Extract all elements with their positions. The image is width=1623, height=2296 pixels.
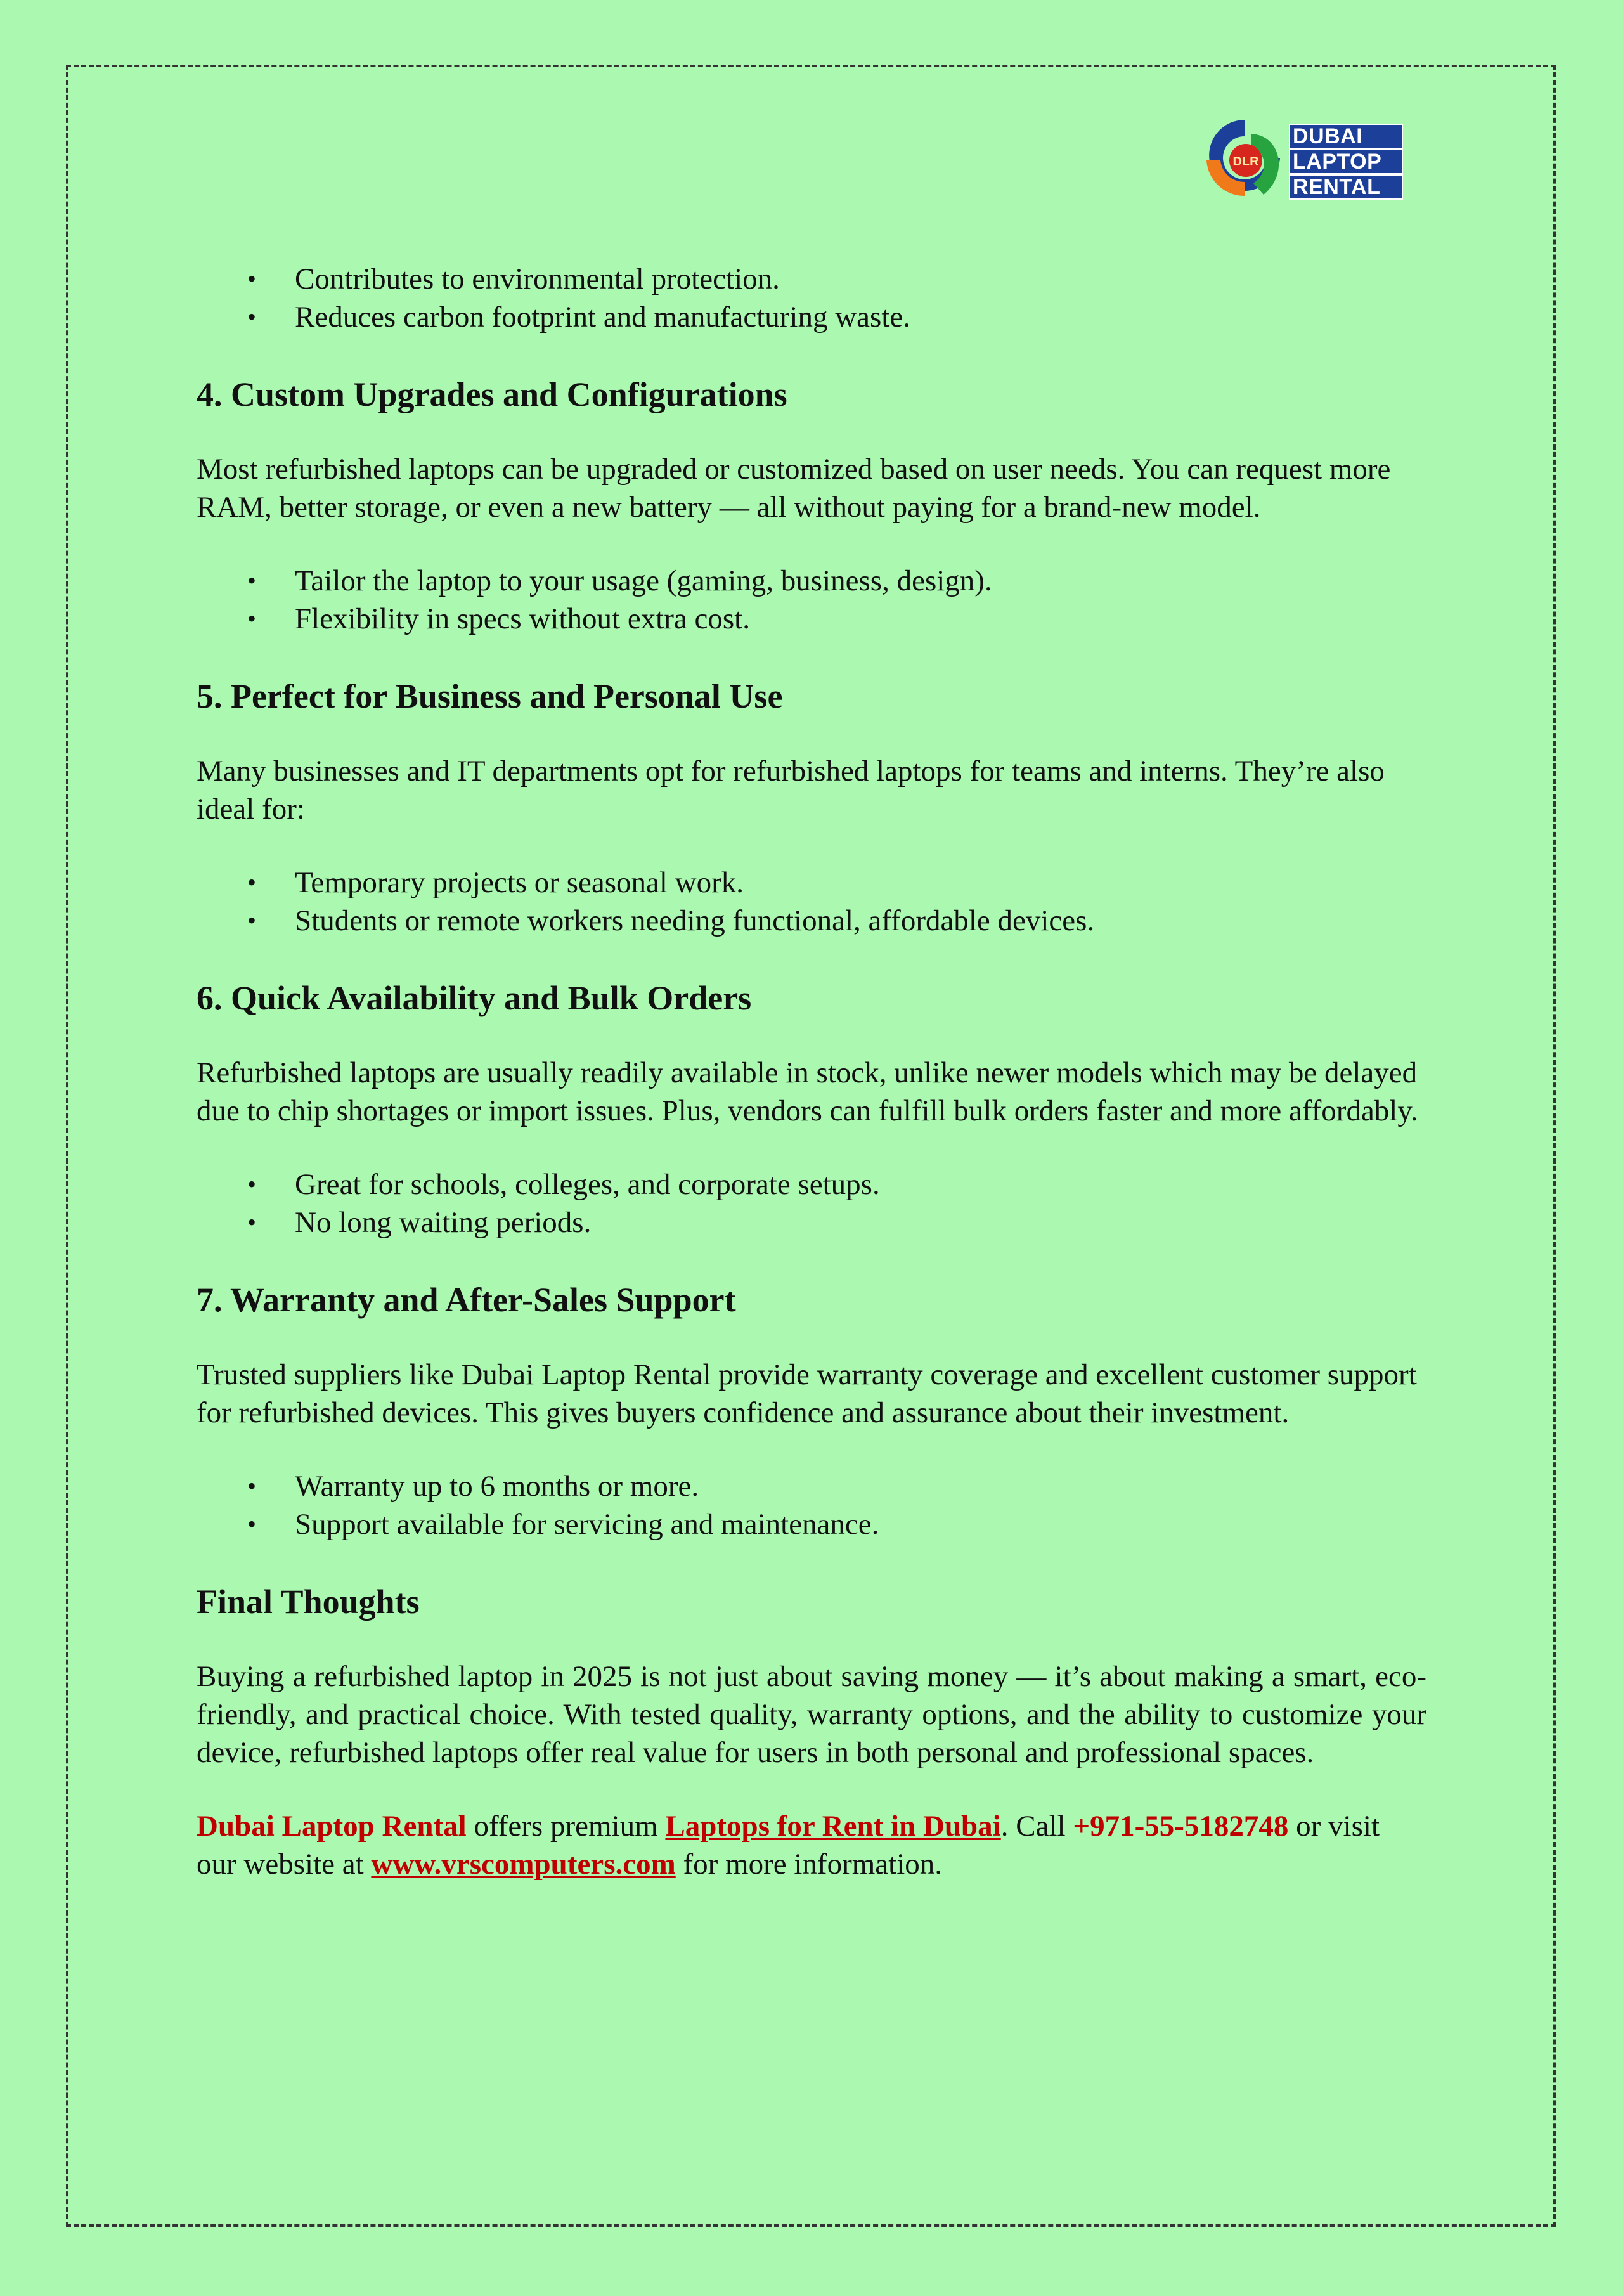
list-item: • Tailor the laptop to your usage (gaming, business, design).: [197, 562, 1426, 600]
logo-badge-text: DLR: [1232, 155, 1259, 169]
list-item: • No long waiting periods.: [197, 1203, 1426, 1242]
cta-text-1: offers premium: [466, 1810, 666, 1843]
section-heading-4: 4. Custom Upgrades and Configurations: [197, 375, 787, 413]
section-paragraph-6: Refurbished laptops are usually readily available in stock, unlike newer models which may be delayed due to chip shortages or import issues. Plus, vendors can fulfill bulk orders faster and more affordably.: [197, 1056, 1418, 1127]
section-heading-6: 6. Quick Availability and Bulk Orders: [197, 979, 752, 1017]
list-item: • Students or remote workers needing functional, affordable devices.: [197, 902, 1426, 940]
section-heading-5: 5. Perfect for Business and Personal Use: [197, 677, 783, 715]
section-bullet-list-7: [197, 1467, 1426, 1543]
list-item: • Great for schools, colleges, and corporate setups.: [197, 1165, 1426, 1203]
document-body: [197, 260, 1426, 1883]
section-paragraph-5: Many businesses and IT departments opt for refurbished laptops for teams and interns. They’re also ideal for:: [197, 755, 1385, 826]
cta-text-2: . Call: [1000, 1810, 1073, 1843]
section-paragraph-7: Trusted suppliers like Dubai Laptop Rental provide warranty coverage and excellent customer support for refurbished devices. This gives buyers confidence and assurance about their investment.: [197, 1358, 1417, 1429]
intro-bullet-list: [197, 260, 1426, 336]
list-item: • Flexibility in specs without extra cost.: [197, 600, 1426, 638]
dlr-emblem-icon: [1200, 116, 1289, 200]
logo-line-2: LAPTOP: [1289, 149, 1403, 174]
section-paragraph-4: Most refurbished laptops can be upgraded or customized based on user needs. You can request more RAM, better storage, or even a new battery — all without paying for a brand-new model.: [197, 453, 1391, 524]
final-thoughts-paragraph: Buying a refurbished laptop in 2025 is not just about saving money — it’s about making a smart, eco-friendly, and practical choice. With tested quality, warranty options, and the ability to customize your device, refurbished laptops offer real value for users in both personal and professional spaces.: [197, 1660, 1426, 1769]
logo-wordmark: [1289, 124, 1403, 199]
list-item: • Temporary projects or seasonal work.: [197, 864, 1426, 902]
section-bullet-list-4: [197, 562, 1426, 638]
list-item: • Contributes to environmental protection.: [197, 260, 1426, 298]
list-item: • Reduces carbon footprint and manufacturing waste.: [197, 298, 1426, 336]
dubai-laptop-rental-logo: [1200, 116, 1409, 200]
logo-line-1: DUBAI: [1289, 124, 1403, 149]
phone-number: +971-55-5182748: [1073, 1810, 1289, 1843]
list-item: • Support available for servicing and maintenance.: [197, 1505, 1426, 1543]
cta-text-3: or visit our website at: [197, 1810, 1380, 1881]
section-heading-7: 7. Warranty and After-Sales Support: [197, 1281, 736, 1319]
laptops-for-rent-link[interactable]: Laptops for Rent in Dubai: [665, 1810, 1001, 1843]
call-to-action-paragraph: [197, 1807, 1426, 1883]
brand-name: Dubai Laptop Rental: [197, 1810, 467, 1843]
cta-text-4: for more information.: [675, 1848, 943, 1881]
list-item: • Warranty up to 6 months or more.: [197, 1467, 1426, 1505]
section-bullet-list-6: [197, 1165, 1426, 1242]
section-bullet-list-5: [197, 864, 1426, 940]
website-link[interactable]: www.vrscomputers.com: [371, 1848, 676, 1881]
logo-line-3: RENTAL: [1289, 174, 1403, 200]
final-thoughts-heading: Final Thoughts: [197, 1583, 420, 1621]
